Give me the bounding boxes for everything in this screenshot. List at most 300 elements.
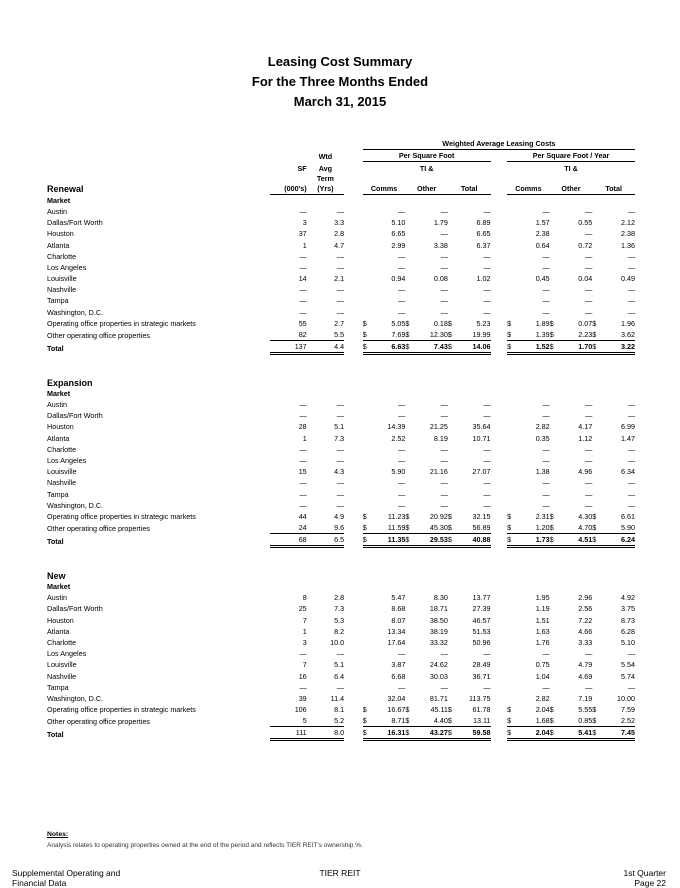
- dollar-sign: [592, 399, 601, 410]
- dollar-sign: $: [592, 705, 597, 715]
- spacer: [344, 284, 363, 295]
- dollar-sign: [363, 239, 372, 250]
- dollar-sign: $: [363, 329, 372, 341]
- value-o2: —: [627, 478, 635, 488]
- spacer: [344, 399, 363, 410]
- table-row: [47, 455, 635, 466]
- value-c2: 1.20: [516, 522, 549, 534]
- spacer: [344, 306, 363, 317]
- value-c1: 8.68: [391, 604, 406, 614]
- spacer: [491, 444, 508, 455]
- report-subtitle: For the Three Months Ended: [251, 74, 429, 89]
- spacer: [344, 511, 363, 522]
- spacer: [491, 329, 508, 341]
- value-c2: 0.75: [535, 660, 550, 670]
- dollar-sign: [592, 693, 601, 704]
- term-value: 5.1: [334, 660, 345, 670]
- dollar-sign: [550, 659, 559, 670]
- spacer: [344, 295, 363, 306]
- dollar-sign: [592, 421, 601, 432]
- dollar-sign: $: [363, 341, 372, 354]
- ti-header-1: TI &: [419, 163, 434, 173]
- value-t2: —: [585, 262, 593, 272]
- row-label: Louisville: [47, 274, 77, 284]
- dollar-sign: [592, 206, 601, 217]
- row-label: Dallas/Fort Worth: [47, 604, 103, 614]
- sf-value: —: [299, 478, 307, 488]
- dollar-sign: [592, 614, 601, 625]
- spacer: [344, 614, 363, 625]
- spacer: [491, 488, 508, 499]
- strategic-markets-row: [47, 511, 635, 522]
- dollar-sign: [363, 488, 372, 499]
- value-c2: 1.39: [516, 329, 549, 341]
- dollar-sign: [550, 206, 559, 217]
- value-o1: —: [483, 411, 491, 421]
- total-row: [47, 341, 635, 354]
- header-row-groups: [47, 150, 635, 162]
- term-value: —: [336, 649, 345, 659]
- spacer: [491, 466, 508, 477]
- value-c1: 5.10: [391, 218, 406, 228]
- value-o1: —: [483, 456, 491, 465]
- value-c1: 0.94: [391, 274, 406, 284]
- value-c2: 1.52: [516, 341, 549, 354]
- sf-value: 1: [302, 240, 307, 250]
- sf-value: 7: [302, 660, 307, 670]
- spacer: [491, 273, 508, 284]
- dollar-sign: [507, 693, 516, 704]
- row-label: Los Angeles: [47, 456, 87, 465]
- spacer: [491, 399, 508, 410]
- dollar-sign: $: [448, 534, 457, 547]
- spacer: [491, 614, 508, 625]
- value-t2: 5.41: [559, 727, 592, 740]
- row-label: Louisville: [47, 467, 77, 477]
- dollar-sign: [363, 273, 372, 284]
- value-t2: 3.33: [578, 637, 593, 647]
- ti-year-header-1: TI &: [564, 163, 578, 173]
- value-o1: 40.88: [457, 534, 490, 547]
- dollar-sign: [507, 637, 516, 648]
- value-o2: —: [627, 262, 635, 272]
- value-o1: —: [483, 444, 491, 454]
- value-t1: 38.19: [429, 626, 448, 636]
- sf-value: —: [299, 456, 307, 465]
- value-o2: —: [627, 649, 635, 659]
- spacer: [491, 477, 508, 488]
- value-c2: 1.76: [535, 637, 550, 647]
- dollar-sign: [405, 648, 414, 659]
- dollar-sign: [592, 466, 601, 477]
- sf-value: —: [299, 307, 307, 317]
- dollar-sign: [448, 637, 457, 648]
- table-row: [47, 682, 635, 693]
- term-value: —: [336, 285, 345, 295]
- term-value: 10.0: [330, 637, 345, 647]
- value-c2: 1.19: [535, 604, 550, 614]
- spacer: [344, 410, 363, 421]
- dollar-sign: [507, 284, 516, 295]
- value-c1: —: [398, 251, 406, 261]
- value-t2: —: [585, 489, 593, 499]
- spacer: [491, 659, 508, 670]
- dollar-sign: [448, 206, 457, 217]
- value-t1: —: [440, 262, 448, 272]
- value-t2: —: [585, 500, 593, 510]
- spacer: [47, 354, 270, 372]
- spacer: [491, 670, 508, 681]
- value-c2: 1.63: [535, 626, 550, 636]
- spacer: [491, 727, 508, 740]
- dollar-sign: [507, 228, 516, 239]
- dollar-sign: [363, 626, 372, 637]
- spacer: [491, 306, 508, 317]
- value-t1: —: [440, 285, 448, 295]
- value-c2: 1.68: [516, 715, 549, 727]
- total-header: Total: [448, 174, 491, 195]
- dollar-sign: [550, 295, 559, 306]
- value-o1: 61.78: [472, 705, 491, 715]
- term-value: 8.2: [334, 626, 345, 636]
- dollar-sign: [507, 206, 516, 217]
- sf-value: 37: [298, 229, 307, 239]
- leasing-cost-table: [47, 138, 635, 741]
- term-value: —: [336, 262, 345, 272]
- sf-value: 25: [298, 604, 307, 614]
- dollar-sign: [507, 410, 516, 421]
- term-value: 7.3: [334, 433, 345, 443]
- table-row: [47, 306, 635, 317]
- value-o1: —: [483, 307, 491, 317]
- total-year-header: Total: [592, 174, 635, 195]
- term-value: —: [336, 400, 345, 410]
- value-o1: 1.02: [476, 274, 491, 284]
- spacer: [491, 592, 508, 603]
- spacer: [491, 534, 508, 547]
- table-row: [47, 592, 635, 603]
- dollar-sign: [592, 500, 601, 511]
- dollar-sign: $: [405, 534, 414, 547]
- dollar-sign: [507, 273, 516, 284]
- term-value: —: [336, 456, 345, 465]
- dollar-sign: [507, 682, 516, 693]
- spacer: [344, 659, 363, 670]
- dollar-sign: $: [592, 329, 601, 341]
- value-t2: —: [585, 229, 593, 239]
- dollar-sign: [592, 659, 601, 670]
- footer-right: [623, 868, 666, 888]
- table-row: [47, 659, 635, 670]
- spacer: [491, 217, 508, 228]
- dollar-sign: [550, 637, 559, 648]
- value-t1: —: [440, 251, 448, 261]
- sf-value: —: [299, 206, 307, 216]
- value-o2: 5.10: [621, 637, 635, 647]
- dollar-sign: [592, 284, 601, 295]
- total-row: [47, 534, 635, 547]
- dollar-sign: $: [592, 341, 601, 354]
- per-square-foot-header: Per Square Foot: [363, 150, 491, 162]
- dollar-sign: $: [405, 318, 410, 328]
- table-row: [47, 637, 635, 648]
- value-t1: 21.16: [429, 467, 448, 477]
- dollar-sign: $: [448, 341, 457, 354]
- term-value: 11.4: [330, 693, 345, 703]
- value-t1: 24.62: [429, 660, 448, 670]
- dollar-sign: $: [363, 727, 372, 740]
- spacer: [491, 500, 508, 511]
- table-row: [47, 228, 635, 239]
- total-row: [47, 727, 635, 740]
- footer-quarter: 1st Quarter: [623, 868, 666, 878]
- table-row: [47, 670, 635, 681]
- wtd-header-1: Wtd: [318, 151, 333, 161]
- sf-value: 44: [298, 511, 307, 521]
- spacer: [344, 648, 363, 659]
- spacer: [344, 466, 363, 477]
- spacer: [491, 715, 508, 727]
- value-t1: 4.40: [415, 715, 448, 727]
- spacer: [491, 603, 508, 614]
- market-header-row: [47, 388, 635, 399]
- dollar-sign: [363, 592, 372, 603]
- other-properties-row: [47, 329, 635, 341]
- sf-value: 1: [302, 626, 307, 636]
- dollar-sign: [507, 239, 516, 250]
- row-label: Los Angeles: [47, 649, 87, 659]
- dollar-sign: [363, 399, 372, 410]
- term-value: 2.7: [334, 318, 345, 328]
- value-t1: 0.08: [433, 274, 448, 284]
- value-o1: 56.89: [457, 522, 490, 534]
- row-label: Charlotte: [47, 444, 77, 454]
- dollar-sign: [507, 659, 516, 670]
- value-o2: 5.90: [602, 522, 635, 534]
- dollar-sign: [592, 295, 601, 306]
- term-value: —: [336, 444, 345, 454]
- term-value: —: [336, 296, 345, 306]
- sf-value: 68: [270, 534, 306, 547]
- dollar-sign: [550, 626, 559, 637]
- value-t1: —: [440, 229, 448, 239]
- dollar-sign: [363, 637, 372, 648]
- value-t2: —: [585, 307, 593, 317]
- dollar-sign: $: [550, 534, 559, 547]
- row-label: Atlanta: [47, 240, 70, 250]
- section-label-expansion: Expansion: [47, 377, 93, 388]
- dollar-sign: $: [550, 329, 559, 341]
- dollar-sign: $: [362, 705, 367, 715]
- dollar-sign: [405, 500, 414, 511]
- dollar-sign: [592, 432, 601, 443]
- sf-value: 82: [270, 329, 306, 341]
- dollar-sign: [363, 421, 372, 432]
- dollar-sign: $: [550, 341, 559, 354]
- dollar-sign: $: [507, 318, 512, 328]
- value-t1: —: [440, 307, 448, 317]
- value-o1: —: [483, 206, 491, 216]
- dollar-sign: [550, 500, 559, 511]
- dollar-sign: [363, 295, 372, 306]
- spacer: [491, 421, 508, 432]
- value-o1: 5.23: [476, 318, 491, 328]
- sf-value: —: [299, 489, 307, 499]
- term-value: —: [336, 478, 345, 488]
- spacer: [344, 592, 363, 603]
- row-label: Austin: [47, 400, 67, 410]
- term-value: 5.2: [307, 715, 344, 727]
- dollar-sign: [405, 295, 414, 306]
- value-t2: 1.70: [559, 341, 592, 354]
- dollar-sign: [592, 477, 601, 488]
- value-o1: —: [483, 296, 491, 306]
- spacer: [344, 693, 363, 704]
- value-c2: —: [542, 307, 550, 317]
- dollar-sign: $: [447, 705, 452, 715]
- dollar-sign: [507, 399, 516, 410]
- dollar-sign: [550, 399, 559, 410]
- dollar-sign: $: [592, 715, 601, 727]
- value-t2: —: [585, 478, 593, 488]
- value-t1: —: [440, 444, 448, 454]
- row-label: Louisville: [47, 660, 77, 670]
- value-o1: 113.75: [469, 693, 491, 703]
- dollar-sign: $: [549, 511, 554, 521]
- sf-value: 39: [298, 693, 307, 703]
- term-value: 5.1: [334, 422, 345, 432]
- sf-value: 106: [294, 705, 307, 715]
- value-c2: —: [542, 649, 550, 659]
- sf-value: —: [299, 649, 307, 659]
- dollar-sign: [405, 659, 414, 670]
- dollar-sign: [550, 477, 559, 488]
- row-label: Atlanta: [47, 433, 70, 443]
- spacer: [344, 341, 363, 354]
- per-square-foot-year-header: Per Square Foot / Year: [507, 150, 635, 162]
- spacer: [491, 511, 508, 522]
- term-value: —: [336, 682, 345, 692]
- value-c2: 1.04: [535, 671, 550, 681]
- value-c1: 7.69: [372, 329, 405, 341]
- value-o1: —: [483, 500, 491, 510]
- value-o1: 35.64: [472, 422, 491, 432]
- dollar-sign: [405, 410, 414, 421]
- comms-year-header: Comms: [507, 174, 550, 195]
- value-t1: —: [440, 682, 448, 692]
- dollar-sign: $: [592, 534, 601, 547]
- dollar-sign: [592, 306, 601, 317]
- spacer: [344, 500, 363, 511]
- dollar-sign: [363, 432, 372, 443]
- row-label: Nashville: [47, 671, 77, 681]
- value-c2: —: [542, 489, 550, 499]
- section-label-new: New: [47, 570, 66, 581]
- spacer: [491, 284, 508, 295]
- dollar-sign: [363, 251, 372, 262]
- dollar-sign: $: [405, 727, 414, 740]
- section-label-renewal: Renewal: [47, 184, 84, 195]
- dollar-sign: [448, 455, 457, 466]
- spacer: [491, 626, 508, 637]
- dollar-sign: [592, 228, 601, 239]
- report-date: March 31, 2015: [293, 94, 387, 109]
- dollar-sign: [448, 217, 457, 228]
- value-c1: —: [398, 307, 406, 317]
- table-row: [47, 273, 635, 284]
- value-t2: —: [585, 400, 593, 410]
- spacer: [344, 217, 363, 228]
- dollar-sign: [448, 466, 457, 477]
- table-row: [47, 466, 635, 477]
- dollar-sign: [507, 444, 516, 455]
- dollar-sign: [448, 228, 457, 239]
- value-c2: —: [542, 285, 550, 295]
- value-t1: —: [440, 489, 448, 499]
- dollar-sign: [448, 421, 457, 432]
- value-o2: 6.28: [621, 626, 635, 636]
- row-label: Houston: [47, 615, 74, 625]
- value-c2: 1.89: [535, 318, 550, 328]
- wtd-header-3: Term (Yrs): [307, 174, 344, 195]
- spacer: [344, 262, 363, 273]
- dollar-sign: [405, 455, 414, 466]
- dollar-sign: [592, 670, 601, 681]
- value-t1: —: [440, 400, 448, 410]
- value-c1: —: [398, 262, 406, 272]
- dollar-sign: [592, 444, 601, 455]
- spacer: [344, 318, 363, 329]
- value-t1: 43.27: [415, 727, 448, 740]
- value-t1: 45.11: [430, 705, 448, 715]
- value-o2: 5.54: [621, 660, 635, 670]
- value-t2: 2.56: [578, 604, 593, 614]
- spacer: [491, 262, 508, 273]
- dollar-sign: [550, 693, 559, 704]
- dollar-sign: [550, 410, 559, 421]
- report-title: Leasing Cost Summary: [267, 54, 413, 69]
- dollar-sign: [550, 228, 559, 239]
- sf-value: —: [299, 262, 307, 272]
- value-o1: —: [483, 649, 491, 659]
- dollar-sign: $: [448, 329, 457, 341]
- dollar-sign: [405, 466, 414, 477]
- term-value: 6.5: [307, 534, 344, 547]
- value-o1: 13.11: [457, 715, 490, 727]
- dollar-sign: [363, 444, 372, 455]
- dollar-sign: [405, 251, 414, 262]
- dollar-sign: [448, 693, 457, 704]
- term-value: 2.8: [334, 593, 345, 603]
- value-o1: —: [483, 251, 491, 261]
- row-label: Los Angeles: [47, 262, 87, 272]
- dollar-sign: [448, 399, 457, 410]
- value-o1: 59.58: [457, 727, 490, 740]
- row-label: Houston: [47, 422, 74, 432]
- spacer: [344, 670, 363, 681]
- spacer: [491, 206, 508, 217]
- value-t1: 8.30: [433, 593, 448, 603]
- dollar-sign: [507, 466, 516, 477]
- dollar-sign: $: [405, 329, 414, 341]
- dollar-sign: $: [507, 705, 512, 715]
- dollar-sign: $: [549, 318, 554, 328]
- value-t2: 0.72: [578, 240, 593, 250]
- value-t1: —: [440, 411, 448, 421]
- sf-value: —: [299, 682, 307, 692]
- spacer: [344, 715, 363, 727]
- value-o2: —: [627, 307, 635, 317]
